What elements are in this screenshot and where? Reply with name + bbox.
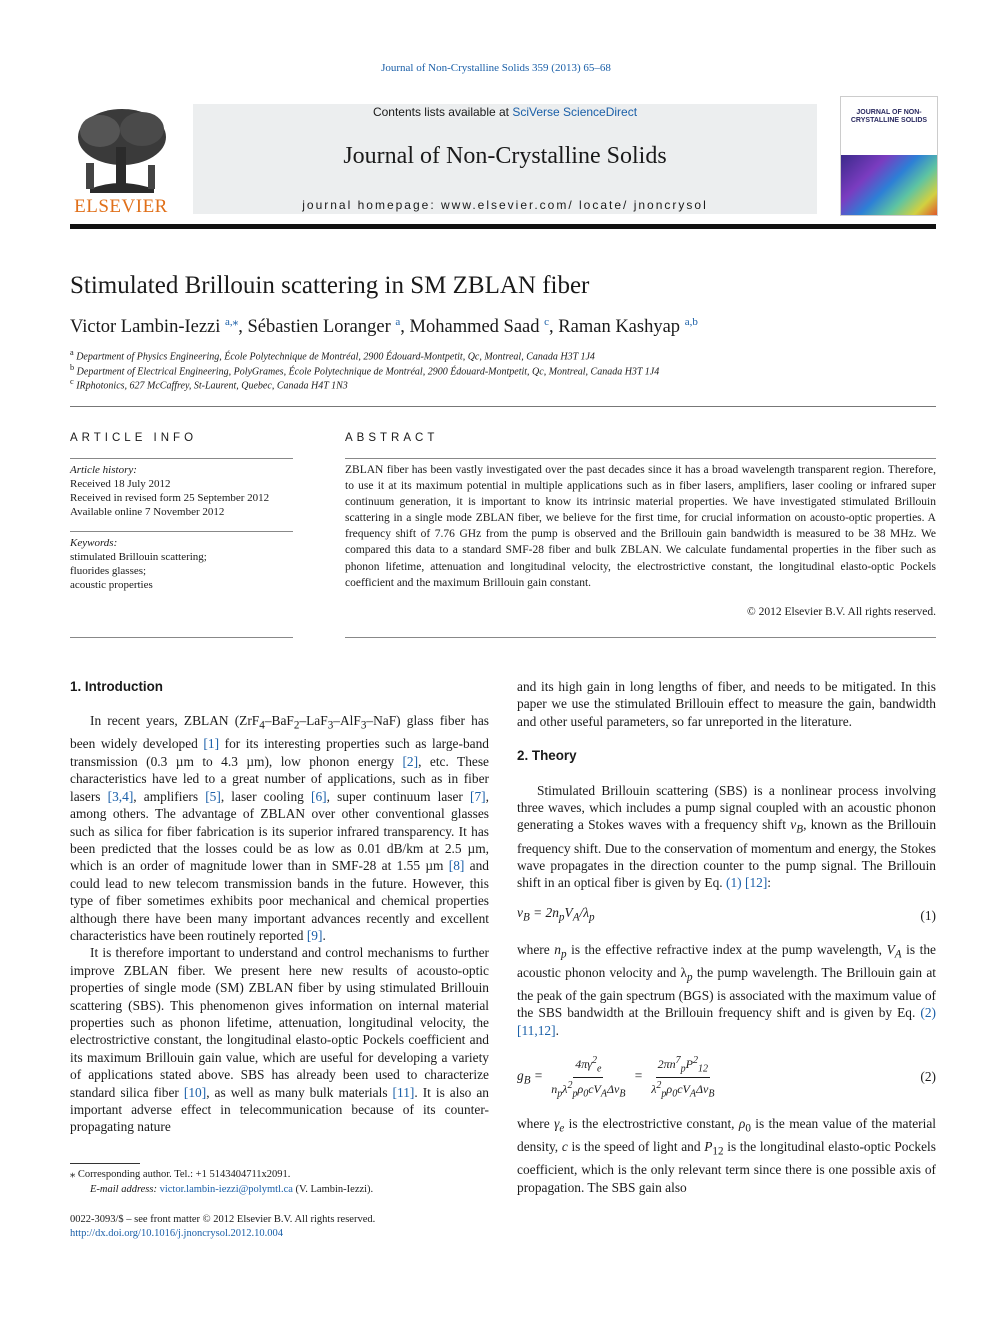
affiliation-divider	[70, 406, 936, 407]
email-link[interactable]: victor.lambin-iezzi@polymtl.ca	[159, 1184, 293, 1195]
theory-paragraph-1: Stimulated Brillouin scattering (SBS) is a nonlinear process involving three waves, which includes a pump signal coupled with an acoustic phonon generating a Stokes waves with a frequency shift $\nu_B$, known as the Brillouin frequency shift. Due to the conservation of momentum and energy, the Stokes wave propagates in the direction counter to the pump signal. The Brillouin shift in an optical fiber is given by Eq. (1) [12]:	[517, 782, 937, 891]
citation-link[interactable]: [3,4]	[107, 788, 134, 804]
equation-link[interactable]: (2)	[920, 1005, 936, 1021]
body-column-right	[517, 678, 936, 1196]
citation-link[interactable]: [1]	[203, 736, 220, 752]
divider	[345, 637, 936, 638]
author-affil-mark[interactable]: a,b	[684, 316, 698, 328]
theory-paragraph-3: where $\gamma_e$ is the electrostrictive constant, $\rho_0$ is the mean value of the material density, c is the speed of light and $P_{12}$ is the longitudinal elasto-optic Pockels coefficient, which is the only relevant term since there is one possible axis of propagation. The SBS gain also	[517, 1115, 936, 1195]
affiliation-mark: b	[70, 363, 75, 372]
author-name: Victor Lambin-Iezzi	[70, 317, 221, 338]
divider	[70, 637, 293, 638]
intro-paragraph-continued: and its high gain in long lengths of fiber, and needs to be mitigated. In this paper we use the stimulated Brillouin effect to measure the gain, bandwidth and other useful parameters, so far unreported in the literature.	[517, 679, 936, 729]
journal-title: Journal of Non-Crystalline Solids	[343, 143, 667, 169]
citation-link[interactable]: [11,12]	[517, 1022, 556, 1038]
email-label: E-mail address:	[90, 1184, 157, 1195]
affiliation-text: Department of Physics Engineering, École Polytechnique de Montréal, 2900 Édouard-Montpetit, Qc, Montreal, Canada H3T 1J4	[76, 351, 595, 363]
intro-paragraph-1: In recent years, ZBLAN (ZrF$_4$–BaF$_2$–LaF$_3$–AlF$_3$–NaF) glass fiber has been widely developed [1] for its interesting properties such as large-band transmission (0.3 µm to 4.3 µm), low phonon energy [2], etc. These characteristics have led to a great number of applications, such as in fiber lasers [3,4], amplifiers [5], laser cooling [6], super continuum laser [7], among others. The advantage of ZBLAN over other conventional glasses such as silica for fiber fabrication is its superior infrared transparency. It has been predicted that the losses could be as low as 0.01 dB/km at 2.5 µm, which is an order of magnitude lower than in SMF-28 at 1.55 µm [8] and could lead to new telecom transmission bands in the future. However, this type of fiber sometimes exhibits poor mechanical and chemical properties although there have been many important advances recently and excellent characteristics have been routinely reported [9].	[70, 713, 489, 943]
equation-link[interactable]: (1)	[726, 875, 742, 891]
article-title: Stimulated Brillouin scattering in SM ZBLAN fiber	[70, 272, 590, 299]
equation-2	[517, 1053, 936, 1101]
section-heading-introduction: 1. Introduction	[70, 679, 163, 694]
issn-line: 0022-3093/$ – see front matter © 2012 Elsevier B.V. All rights reserved.	[70, 1214, 376, 1225]
affiliation-mark: c	[70, 377, 74, 386]
citation-link[interactable]: [6]	[310, 788, 327, 804]
history-revised: Received in revised form 25 September 2012	[70, 492, 270, 504]
divider	[70, 458, 293, 459]
article-history-label: Article history:	[70, 464, 137, 476]
abstract-text: ZBLAN fiber has been vastly investigated over the past decades since it has a broad wavelength transparent region. Therefore, to use it at its maximum potential in multiple applications such as in fiber lasers, amplifiers, laser cooling or infrared super continuum generation, it is important to know its intrinsic material properties. We have investigated stimulated Brillouin scattering in a single mode ZBLAN fiber, we believe for the first time, for crucial information on acousto-optic properties. A frequency shift of 7.76 GHz from the pump is observed and the Brillouin gain bandwidth is measured to be 38 MHz. We compared this data to a standard SMF-28 fiber and bulk ZBLAN. We calculate fundamental properties in the fiber such as phonon lifetime, attenuation and longitudinal velocity, the electrostrictive constant, the longitudinal elasto-optic Pockels coefficient and the maximum Brillouin gain constant.	[345, 464, 936, 589]
history-online: Available online 7 November 2012	[70, 506, 225, 518]
author-affil-mark[interactable]: a,⁎	[225, 316, 239, 328]
citation-link[interactable]: [9]	[306, 927, 323, 943]
doi-link[interactable]: http://dx.doi.org/10.1016/j.jnoncrysol.2012.10.004	[70, 1228, 284, 1239]
author-list: Victor Lambin-Iezzi $^{a,⁎}$, Sébastien Loranger $^a$, Mohammed Saad $^c$, Raman Kashyap $^{a,b}$	[70, 316, 698, 338]
abstract-heading: ABSTRACT	[345, 432, 439, 444]
email-suffix: (V. Lambin-Iezzi).	[292, 1184, 374, 1195]
divider	[345, 458, 936, 459]
corresponding-author-footnote: ⁎ Corresponding author. Tel.: +1 5143404711x2091.	[70, 1169, 291, 1180]
equation-1	[517, 904, 936, 927]
citation-link[interactable]: [12]	[744, 875, 768, 891]
email-footnote	[70, 1184, 373, 1195]
affiliation-text: IRphotonics, 627 McCaffrey, St-Laurent, Quebec, Canada H4T 1N3	[76, 380, 348, 392]
author-affil-mark[interactable]: a	[395, 316, 401, 328]
equation-number: (1)	[920, 907, 936, 923]
affiliation	[70, 348, 595, 362]
equation-number: (2)	[920, 1069, 936, 1085]
body-column-left	[70, 678, 489, 1136]
affiliation	[70, 363, 659, 377]
affiliation	[70, 377, 348, 391]
journal-citation-link[interactable]: Journal of Non-Crystalline Solids 359 (2013) 65–68	[381, 62, 611, 74]
theory-paragraph-2: where $n_p$ is the effective refractive index at the pump wavelength, $V_A$ is the acoustic phonon velocity and $\lambda_p$ the pump wavelength. The Brillouin gain at the peak of the gain spectrum (BGS) is associated with the maximum value of the SBS bandwidth at the Brillouin frequency shift and is given by Eq. (2) [11,12].	[517, 941, 936, 1038]
elsevier-wordmark: ELSEVIER	[74, 196, 168, 217]
equation-1-body: $\nu_B = 2n_pV_A/\lambda_p$	[517, 904, 595, 924]
author-name: Mohammed Saad	[409, 317, 540, 338]
contents-prefix: Contents lists available at	[372, 105, 513, 119]
keyword-item: stimulated Brillouin scattering;	[70, 551, 207, 563]
citation-link[interactable]: [8]	[448, 858, 465, 874]
section-heading-theory: 2. Theory	[517, 748, 577, 764]
author-name: Sébastien Loranger	[247, 317, 391, 338]
citation-link[interactable]: [10]	[183, 1084, 207, 1100]
affiliation-text: Department of Electrical Engineering, PolyGrames, École Polytechnique de Montréal, 2900 Édouard-Montpetit, Qc, Montreal, Canada H3T 1J4	[76, 366, 660, 378]
footnote-divider	[70, 1163, 140, 1164]
divider	[70, 531, 293, 532]
abstract-copyright: © 2012 Elsevier B.V. All rights reserved.	[747, 606, 936, 618]
citation-link[interactable]: [2]	[402, 753, 419, 769]
affiliation-mark: a	[70, 348, 74, 357]
author-name: Raman Kashyap	[558, 317, 681, 338]
sciencedirect-link[interactable]: SciVerse ScienceDirect	[512, 105, 638, 119]
citation-link[interactable]: [7]	[470, 788, 486, 804]
citation-link[interactable]: [5]	[205, 788, 221, 804]
keywords-label: Keywords:	[70, 537, 118, 549]
history-received: Received 18 July 2012	[70, 478, 171, 490]
keyword-item: acoustic properties	[70, 579, 153, 591]
article-info-heading: ARTICLE INFO	[70, 432, 198, 444]
journal-homepage-line[interactable]: journal homepage: www.elsevier.com/ locate/ jnoncrysol	[302, 198, 708, 212]
header-divider	[70, 224, 936, 229]
cover-title: JOURNAL OF NON-CRYSTALLINE SOLIDS	[850, 109, 928, 124]
citation-link[interactable]: [11]	[392, 1084, 415, 1100]
author-affil-mark[interactable]: c	[544, 316, 550, 328]
keyword-item: fluorides glasses;	[70, 565, 147, 577]
contents-line	[193, 105, 817, 119]
cover-artwork	[841, 155, 937, 215]
equation-2-body: $g_B$ = $\frac{4\pi\gamma^2_e}{n_p\lambda^2_p\rho_0cV_A\Delta\nu_B}$ = $\frac{2\pi n^7_pP^2_{12}}{\lambda^2_p\rho_0cV_A\Delta\nu_B}$	[517, 1055, 715, 1099]
journal-cover-thumbnail	[840, 96, 938, 216]
intro-paragraph-2: It is therefore important to understand and control mechanisms to further improve ZBLAN fiber. We present here new results of acousto-optic properties of single mode (SM) ZBLAN fiber by using stimulated Brillouin scattering (SBS). This phenomenon gives information on internal material properties such as phonon lifetime, attenuation, longitudinal velocity, the electrostrictive constant, the longitudinal elasto-optic Pockels coefficient and its maximum Brillouin gain value, which are useful for developing a variety of applications stated above. SBS has already been used to characterize standard silica fiber [10], as well as many bulk materials [11]. It is also an important adverse effect in telecommunication because of its counter-propagating nature	[70, 945, 489, 1135]
